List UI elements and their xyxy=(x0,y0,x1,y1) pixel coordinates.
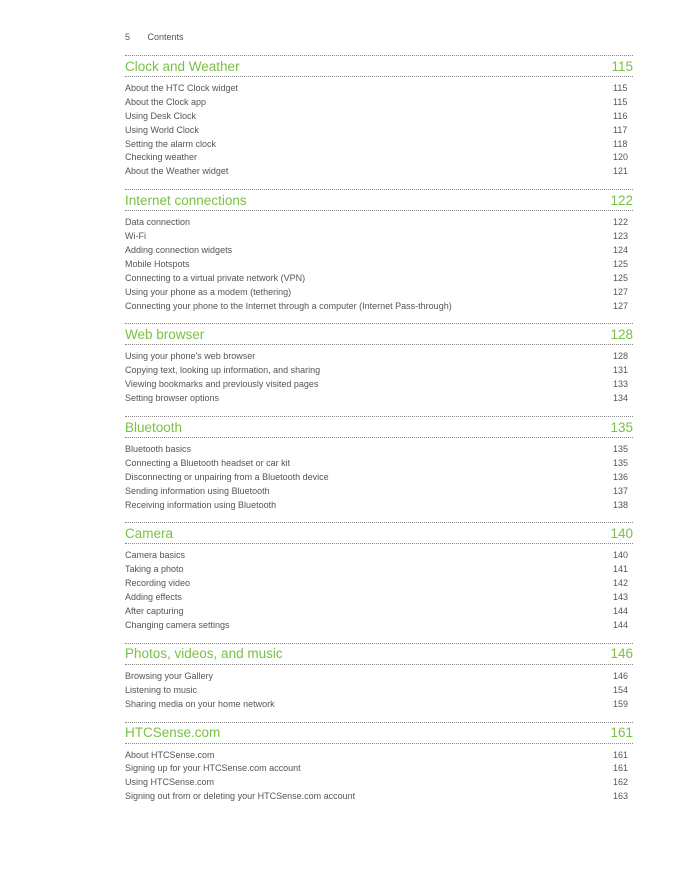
entry-page-number: 127 xyxy=(613,286,629,297)
toc-section xyxy=(125,643,633,712)
toc-entry[interactable] xyxy=(125,286,633,300)
entry-page-number: 125 xyxy=(613,258,629,269)
section-heading[interactable] xyxy=(125,722,633,744)
toc-entry[interactable] xyxy=(125,605,633,619)
page-header xyxy=(125,32,184,42)
entry-page-number: 163 xyxy=(613,791,629,802)
entry-label: Connecting a Bluetooth headset or car kit xyxy=(125,457,291,468)
section-page-number: 128 xyxy=(610,326,633,342)
toc-entry[interactable] xyxy=(125,563,633,577)
entry-page-number: 146 xyxy=(613,670,629,681)
section-heading[interactable] xyxy=(125,323,633,345)
entry-page-number: 133 xyxy=(613,379,629,390)
entry-page-number: 161 xyxy=(613,763,629,774)
entry-list xyxy=(125,670,633,712)
entry-label: Disconnecting or unpairing from a Bluetooth device xyxy=(125,471,329,482)
entry-label: Mobile Hotspots xyxy=(125,258,190,269)
section-page-number: 135 xyxy=(610,419,633,435)
toc-entry[interactable] xyxy=(125,619,633,633)
entry-page-number: 140 xyxy=(613,550,629,561)
toc-sections xyxy=(125,55,633,814)
entry-label: Data connection xyxy=(125,217,191,228)
toc-entry[interactable] xyxy=(125,230,633,244)
entry-page-number: 161 xyxy=(613,749,629,760)
section-title: Clock and Weather xyxy=(125,58,240,74)
entry-list xyxy=(125,443,633,512)
entry-label: Setting the alarm clock xyxy=(125,138,217,149)
entry-label: Viewing bookmarks and previously visited pages xyxy=(125,379,319,390)
toc-entry[interactable] xyxy=(125,549,633,563)
entry-label: Recording video xyxy=(125,578,191,589)
entry-page-number: 123 xyxy=(613,231,629,242)
entry-page-number: 144 xyxy=(613,619,629,630)
section-page-number: 122 xyxy=(610,192,633,208)
entry-label: Setting browser options xyxy=(125,393,220,404)
entry-page-number: 142 xyxy=(613,578,629,589)
section-title: Web browser xyxy=(125,326,205,342)
entry-label: About the Clock app xyxy=(125,96,207,107)
toc-entry[interactable] xyxy=(125,591,633,605)
entry-page-number: 115 xyxy=(613,96,628,107)
toc-entry[interactable] xyxy=(125,110,633,124)
section-page-number: 161 xyxy=(610,725,633,740)
page-number: 5 xyxy=(125,32,131,42)
section-page-number: 146 xyxy=(610,646,633,662)
entry-label: About the HTC Clock widget xyxy=(125,83,239,93)
toc-entry[interactable] xyxy=(125,762,633,776)
toc-entry[interactable] xyxy=(125,499,633,513)
section-heading[interactable] xyxy=(125,416,633,438)
toc-entry[interactable] xyxy=(125,258,633,272)
section-page-number: 115 xyxy=(611,58,633,74)
toc-entry[interactable] xyxy=(125,684,633,698)
entry-page-number: 134 xyxy=(613,393,629,404)
entry-label: Listening to music xyxy=(125,684,198,695)
entry-label: Signing up for your HTCSense.com account xyxy=(125,763,301,774)
entry-page-number: 115 xyxy=(613,83,628,93)
toc-entry[interactable] xyxy=(125,485,633,499)
entry-page-number: 124 xyxy=(613,245,629,256)
section-heading[interactable] xyxy=(125,189,633,211)
section-title: Internet connections xyxy=(125,192,247,208)
section-heading[interactable] xyxy=(125,522,633,544)
page-title: Contents xyxy=(147,32,184,42)
toc-section xyxy=(125,189,633,313)
entry-label: Changing camera settings xyxy=(125,619,230,630)
entry-label: Connecting to a virtual private network (VPN) xyxy=(125,272,306,283)
entry-page-number: 127 xyxy=(613,300,629,311)
section-title: HTCSense.com xyxy=(125,725,221,740)
entry-page-number: 117 xyxy=(613,124,628,135)
toc-entry[interactable] xyxy=(125,378,633,392)
entry-label: Camera basics xyxy=(125,550,186,561)
entry-label: Using your phone's web browser xyxy=(125,351,256,362)
entry-label: Sharing media on your home network xyxy=(125,698,275,709)
toc-entry[interactable] xyxy=(125,364,633,378)
entry-label: Wi-Fi xyxy=(125,231,146,242)
entry-label: About the Weather widget xyxy=(125,166,229,177)
entry-label: After capturing xyxy=(125,606,184,617)
entry-list xyxy=(125,82,633,179)
toc-entry[interactable] xyxy=(125,82,633,96)
entry-label: About HTCSense.com xyxy=(125,749,215,760)
toc-entry[interactable] xyxy=(125,392,633,406)
toc-entry[interactable] xyxy=(125,457,633,471)
entry-page-number: 138 xyxy=(613,499,629,510)
entry-page-number: 135 xyxy=(613,444,629,455)
entry-page-number: 144 xyxy=(613,606,629,617)
entry-label: Bluetooth basics xyxy=(125,444,192,455)
entry-label: Using your phone as a modem (tethering) xyxy=(125,286,292,297)
entry-page-number: 141 xyxy=(613,564,629,575)
toc-entry[interactable] xyxy=(125,443,633,457)
toc-entry[interactable] xyxy=(125,165,633,179)
entry-page-number: 137 xyxy=(613,485,629,496)
entry-label: Adding effects xyxy=(125,592,182,603)
entry-page-number: 122 xyxy=(613,217,629,228)
toc-entry[interactable] xyxy=(125,124,633,138)
entry-label: Using Desk Clock xyxy=(125,110,197,121)
entry-label: Checking weather xyxy=(125,152,198,163)
entry-label: Connecting your phone to the Internet through a computer (Internet Pass-through) xyxy=(125,300,452,311)
section-title: Bluetooth xyxy=(125,419,183,435)
entry-label: Signing out from or deleting your HTCSense.com account xyxy=(125,791,356,802)
entry-page-number: 131 xyxy=(613,365,629,376)
section-heading[interactable] xyxy=(125,643,633,665)
entry-label: Taking a photo xyxy=(125,564,184,575)
toc-entry[interactable] xyxy=(125,138,633,152)
section-page-number: 140 xyxy=(610,525,633,541)
toc-entry[interactable] xyxy=(125,577,633,591)
entry-page-number: 143 xyxy=(613,592,629,603)
toc-entry[interactable] xyxy=(125,471,633,485)
toc-entry[interactable] xyxy=(125,96,633,110)
toc-section xyxy=(125,55,633,179)
entry-label: Adding connection widgets xyxy=(125,245,233,256)
entry-list xyxy=(125,216,633,313)
entry-page-number: 154 xyxy=(613,684,629,695)
toc-entry[interactable] xyxy=(125,216,633,230)
toc-entry[interactable] xyxy=(125,300,633,314)
entry-list xyxy=(125,549,633,632)
entry-list xyxy=(125,749,633,805)
entry-page-number: 135 xyxy=(613,457,629,468)
entry-label: Using HTCSense.com xyxy=(125,777,215,788)
toc-entry[interactable] xyxy=(125,790,633,804)
entry-page-number: 136 xyxy=(613,471,629,482)
toc-section xyxy=(125,416,633,512)
toc-entry[interactable] xyxy=(125,350,633,364)
toc-section xyxy=(125,522,633,632)
entry-label: Sending information using Bluetooth xyxy=(125,485,270,496)
entry-page-number: 116 xyxy=(613,110,628,121)
toc-entry[interactable] xyxy=(125,749,633,763)
entry-page-number: 125 xyxy=(613,272,629,283)
toc-section xyxy=(125,722,633,805)
section-title: Photos, videos, and music xyxy=(125,646,283,662)
entry-page-number: 162 xyxy=(613,777,629,788)
entry-page-number: 159 xyxy=(613,698,629,709)
entry-page-number: 121 xyxy=(613,166,629,177)
entry-label: Using World Clock xyxy=(125,124,199,135)
toc-entry[interactable] xyxy=(125,698,633,712)
toc-entry[interactable] xyxy=(125,244,633,258)
entry-label: Browsing your Gallery xyxy=(125,670,214,681)
section-title: Camera xyxy=(125,525,174,541)
toc-entry[interactable] xyxy=(125,670,633,684)
toc-entry[interactable] xyxy=(125,151,633,165)
entry-label: Copying text, looking up information, and sharing xyxy=(125,365,321,376)
entry-label: Receiving information using Bluetooth xyxy=(125,499,277,510)
entry-page-number: 118 xyxy=(613,138,628,149)
toc-entry[interactable] xyxy=(125,272,633,286)
entry-list xyxy=(125,350,633,406)
entry-page-number: 120 xyxy=(613,152,629,163)
section-heading[interactable] xyxy=(125,55,633,77)
toc-section xyxy=(125,323,633,406)
toc-entry[interactable] xyxy=(125,776,633,790)
entry-page-number: 128 xyxy=(613,351,629,362)
